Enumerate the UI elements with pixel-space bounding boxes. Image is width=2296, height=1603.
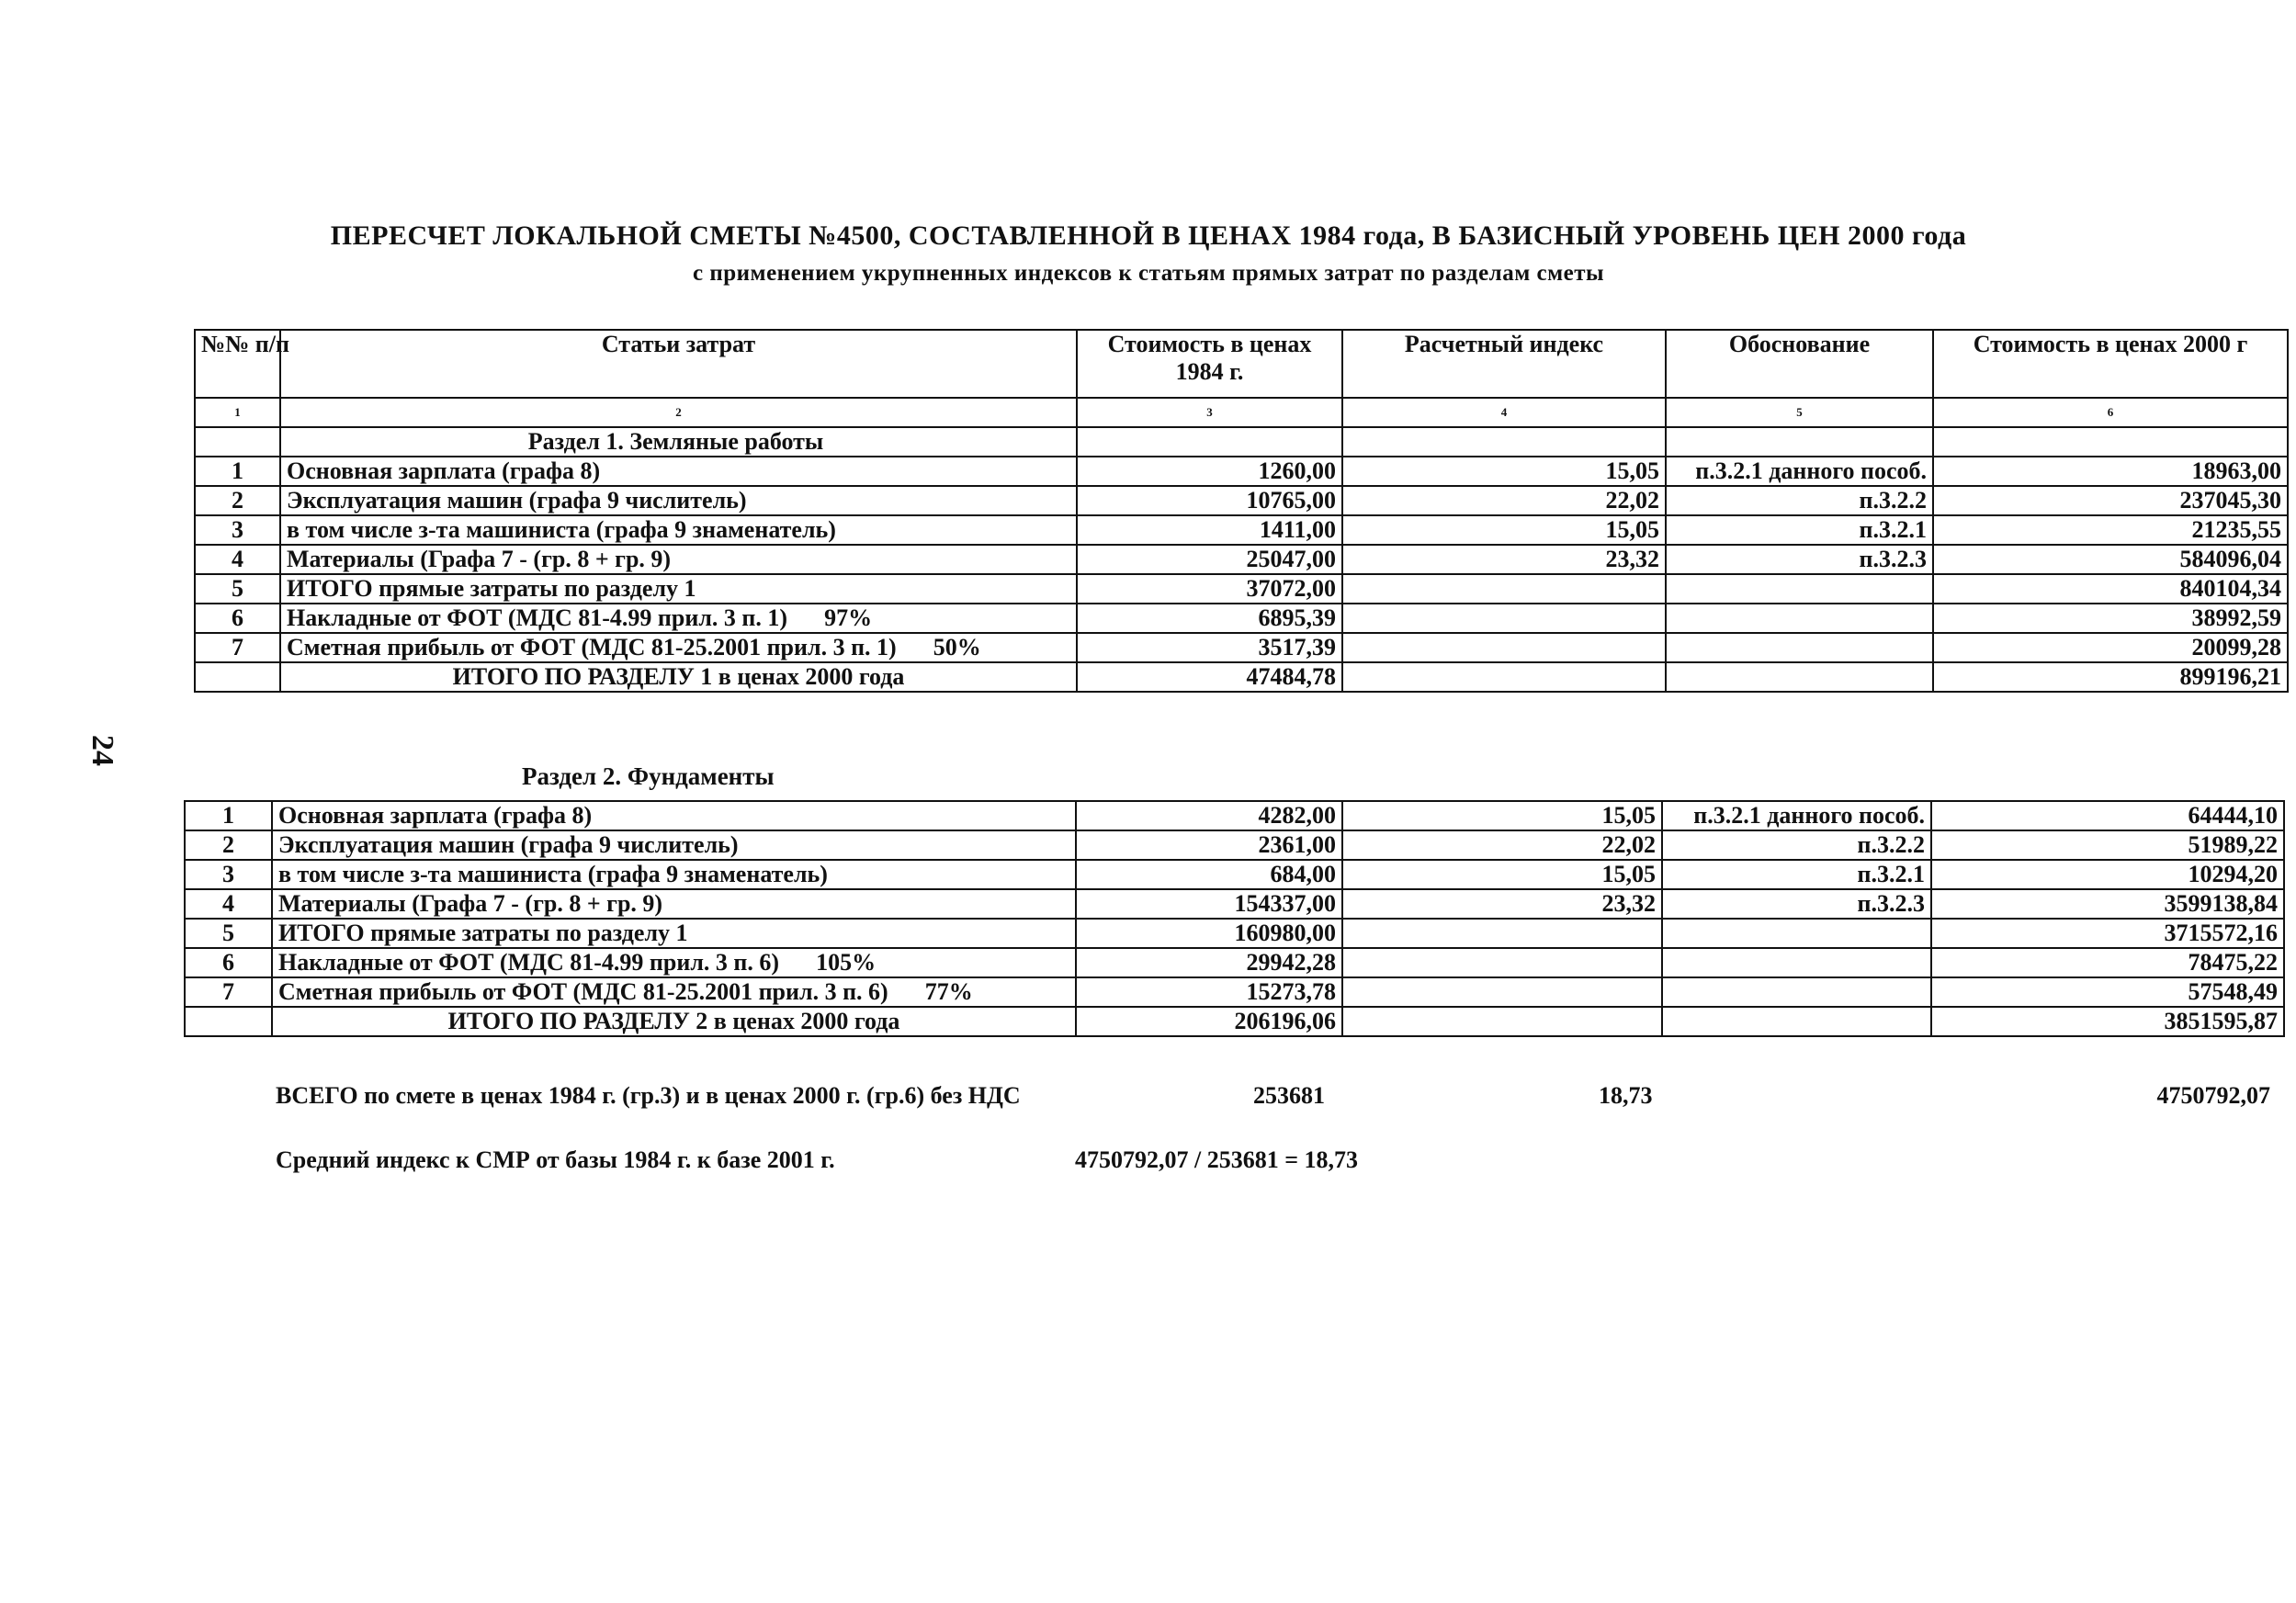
section-1-title: Раздел 1. Земляные работы — [280, 427, 1077, 457]
section-2-total-1984: 206196,06 — [1076, 1007, 1342, 1036]
row-item-text: Накладные от ФОТ (МДС 81-4.99 прил. 3 п. 1) — [287, 604, 788, 631]
column-number: 1 — [195, 398, 280, 427]
row-cost-1984: 2361,00 — [1076, 830, 1342, 860]
row-item — [280, 604, 1077, 633]
row-cost-2000: 584096,04 — [1933, 545, 2288, 574]
row-cost-2000: 78475,22 — [1931, 948, 2284, 977]
row-item — [272, 919, 1076, 948]
row-basis: п.3.2.1 — [1662, 860, 1931, 889]
row-index: 23,32 — [1342, 545, 1666, 574]
row-index: 15,05 — [1342, 515, 1666, 545]
header-item: Статьи затрат — [280, 330, 1077, 398]
row-item-text: Основная зарплата (графа 8) — [278, 802, 593, 829]
row-basis: п.3.2.1 — [1666, 515, 1933, 545]
row-index — [1342, 919, 1662, 948]
summary-cost-2000: 4750792,07 — [2156, 1082, 2270, 1109]
row-item — [280, 545, 1077, 574]
row-index: 23,32 — [1342, 889, 1662, 919]
row-item-text: Основная зарплата (графа 8) — [287, 457, 601, 484]
row-cost-2000: 237045,30 — [1933, 486, 2288, 515]
row-basis: п.3.2.2 — [1662, 830, 1931, 860]
column-number: 3 — [1077, 398, 1342, 427]
row-cost-1984: 1411,00 — [1077, 515, 1342, 545]
row-cost-2000: 10294,20 — [1931, 860, 2284, 889]
section-1-total-row — [195, 662, 2288, 692]
row-item-text: ИТОГО прямые затраты по разделу 1 — [287, 575, 696, 602]
section-2-total-row — [185, 1007, 2284, 1036]
section-2-total-label: ИТОГО ПО РАЗДЕЛУ 2 в ценах 2000 года — [272, 1007, 1076, 1036]
row-number: 5 — [185, 919, 272, 948]
header-cost-2000: Стоимость в ценах 2000 г — [1933, 330, 2288, 398]
row-cost-2000: 840104,34 — [1933, 574, 2288, 604]
row-basis: п.3.2.3 — [1662, 889, 1931, 919]
row-item-text: Сметная прибыль от ФОТ (МДС 81-25.2001 прил. 3 п. 1) — [287, 634, 897, 660]
table-row — [185, 801, 2284, 830]
row-cost-2000: 3599138,84 — [1931, 889, 2284, 919]
row-item-text: Материалы (Графа 7 - (гр. 8 + гр. 9) — [278, 890, 663, 917]
header-cost-1984: Стоимость в ценах 1984 г. — [1077, 330, 1342, 398]
document-subtitle: с применением укрупненных индексов к статьям прямых затрат по разделам сметы — [692, 261, 1604, 286]
column-number: 6 — [1933, 398, 2288, 427]
row-number: 2 — [185, 830, 272, 860]
row-cost-1984: 684,00 — [1076, 860, 1342, 889]
row-cost-1984: 15273,78 — [1076, 977, 1342, 1007]
row-index: 22,02 — [1342, 486, 1666, 515]
row-cost-2000: 38992,59 — [1933, 604, 2288, 633]
row-basis — [1662, 948, 1931, 977]
table-row — [185, 977, 2284, 1007]
row-item — [280, 457, 1077, 486]
row-cost-2000: 51989,22 — [1931, 830, 2284, 860]
row-item — [280, 515, 1077, 545]
row-cost-1984: 25047,00 — [1077, 545, 1342, 574]
row-item — [272, 977, 1076, 1007]
estimate-table-section-2 — [184, 800, 2285, 1037]
table-row — [195, 574, 2288, 604]
row-number: 3 — [195, 515, 280, 545]
row-index — [1342, 633, 1666, 662]
row-number: 1 — [185, 801, 272, 830]
section-2-total-2000: 3851595,87 — [1931, 1007, 2284, 1036]
table-row — [195, 604, 2288, 633]
row-number: 3 — [185, 860, 272, 889]
row-basis — [1666, 604, 1933, 633]
row-cost-1984: 160980,00 — [1076, 919, 1342, 948]
row-basis — [1662, 919, 1931, 948]
row-cost-2000: 64444,10 — [1931, 801, 2284, 830]
row-percent: 105% — [816, 949, 877, 976]
row-item — [272, 948, 1076, 977]
row-basis: п.3.2.1 данного пособ. — [1662, 801, 1931, 830]
table-row — [195, 545, 2288, 574]
row-cost-1984: 1260,00 — [1077, 457, 1342, 486]
row-number: 6 — [185, 948, 272, 977]
row-cost-2000: 18963,00 — [1933, 457, 2288, 486]
summary-cost-1984: 253681 — [1253, 1082, 1325, 1109]
row-basis — [1666, 574, 1933, 604]
row-item-text: Эксплуатация машин (графа 9 числитель) — [278, 831, 739, 858]
row-number: 5 — [195, 574, 280, 604]
row-index — [1342, 604, 1666, 633]
row-index — [1342, 977, 1662, 1007]
row-index: 15,05 — [1342, 457, 1666, 486]
row-number: 7 — [195, 633, 280, 662]
row-cost-2000: 3715572,16 — [1931, 919, 2284, 948]
row-number: 1 — [195, 457, 280, 486]
table-row — [185, 860, 2284, 889]
average-index-label: Средний индекс к СМР от базы 1984 г. к базе 2001 г. — [276, 1146, 835, 1173]
row-number: 7 — [185, 977, 272, 1007]
row-number: 4 — [195, 545, 280, 574]
row-item-text: ИТОГО прямые затраты по разделу 1 — [278, 920, 688, 946]
row-item-text: в том числе з-та машиниста (графа 9 знаменатель) — [287, 516, 836, 543]
section-1-total-2000: 899196,21 — [1933, 662, 2288, 692]
section-1-total-label: ИТОГО ПО РАЗДЕЛУ 1 в ценах 2000 года — [280, 662, 1077, 692]
row-number: 2 — [195, 486, 280, 515]
row-cost-1984: 4282,00 — [1076, 801, 1342, 830]
row-cost-1984: 37072,00 — [1077, 574, 1342, 604]
row-basis: п.3.2.1 данного пособ. — [1666, 457, 1933, 486]
row-cost-1984: 154337,00 — [1076, 889, 1342, 919]
row-item — [272, 889, 1076, 919]
section-2-title: Раздел 2. Фундаменты — [522, 762, 775, 790]
row-cost-1984: 6895,39 — [1077, 604, 1342, 633]
row-basis — [1666, 633, 1933, 662]
document-title: ПЕРЕСЧЕТ ЛОКАЛЬНОЙ СМЕТЫ №4500, СОСТАВЛЕННОЙ В ЦЕНАХ 1984 года, В БАЗИСНЫЙ УРОВЕНЬ ЦЕН 2000 года — [330, 220, 1967, 251]
row-item-text: Накладные от ФОТ (МДС 81-4.99 прил. 3 п. 6) — [278, 949, 780, 976]
row-item — [280, 486, 1077, 515]
section-1-total-1984: 47484,78 — [1077, 662, 1342, 692]
table-row — [195, 633, 2288, 662]
column-number-row — [195, 398, 2288, 427]
row-index: 22,02 — [1342, 830, 1662, 860]
row-item — [272, 801, 1076, 830]
row-index: 15,05 — [1342, 801, 1662, 830]
row-item-text: Эксплуатация машин (графа 9 числитель) — [287, 487, 747, 514]
row-basis: п.3.2.2 — [1666, 486, 1933, 515]
estimate-table-section-1 — [194, 329, 2289, 693]
row-cost-2000: 20099,28 — [1933, 633, 2288, 662]
row-cost-1984: 3517,39 — [1077, 633, 1342, 662]
row-basis — [1662, 977, 1931, 1007]
row-number: 4 — [185, 889, 272, 919]
summary-index: 18,73 — [1599, 1082, 1653, 1109]
table-row — [185, 889, 2284, 919]
row-cost-1984: 10765,00 — [1077, 486, 1342, 515]
row-cost-2000: 57548,49 — [1931, 977, 2284, 1007]
row-index — [1342, 948, 1662, 977]
row-cost-2000: 21235,55 — [1933, 515, 2288, 545]
row-number: 6 — [195, 604, 280, 633]
table-row — [185, 830, 2284, 860]
table-row — [185, 948, 2284, 977]
table-row — [195, 457, 2288, 486]
row-percent: 50% — [933, 634, 981, 660]
page-number: 24 — [85, 735, 119, 766]
row-item — [280, 574, 1077, 604]
row-index — [1342, 574, 1666, 604]
row-percent: 77% — [924, 978, 973, 1005]
row-item — [280, 633, 1077, 662]
column-number: 2 — [280, 398, 1077, 427]
section-1-title-row — [195, 427, 2288, 457]
header-basis: Обоснование — [1666, 330, 1933, 398]
average-index-formula: 4750792,07 / 253681 = 18,73 — [1075, 1146, 1359, 1173]
table-row — [195, 515, 2288, 545]
summary-label: ВСЕГО по смете в ценах 1984 г. (гр.3) и в ценах 2000 г. (гр.6) без НДС — [276, 1082, 1021, 1109]
row-cost-1984: 29942,28 — [1076, 948, 1342, 977]
row-basis: п.3.2.3 — [1666, 545, 1933, 574]
column-number: 4 — [1342, 398, 1666, 427]
header-index: Расчетный индекс — [1342, 330, 1666, 398]
row-percent: 97% — [824, 604, 873, 631]
row-item-text: Сметная прибыль от ФОТ (МДС 81-25.2001 прил. 3 п. 6) — [278, 978, 888, 1005]
row-item — [272, 860, 1076, 889]
table-row — [185, 919, 2284, 948]
row-index: 15,05 — [1342, 860, 1662, 889]
column-number: 5 — [1666, 398, 1933, 427]
header-num: №№ п/п — [195, 330, 280, 398]
row-item-text: в том числе з-та машиниста (графа 9 знаменатель) — [278, 861, 828, 887]
row-item-text: Материалы (Графа 7 - (гр. 8 + гр. 9) — [287, 546, 672, 572]
table-row — [195, 486, 2288, 515]
row-item — [272, 830, 1076, 860]
